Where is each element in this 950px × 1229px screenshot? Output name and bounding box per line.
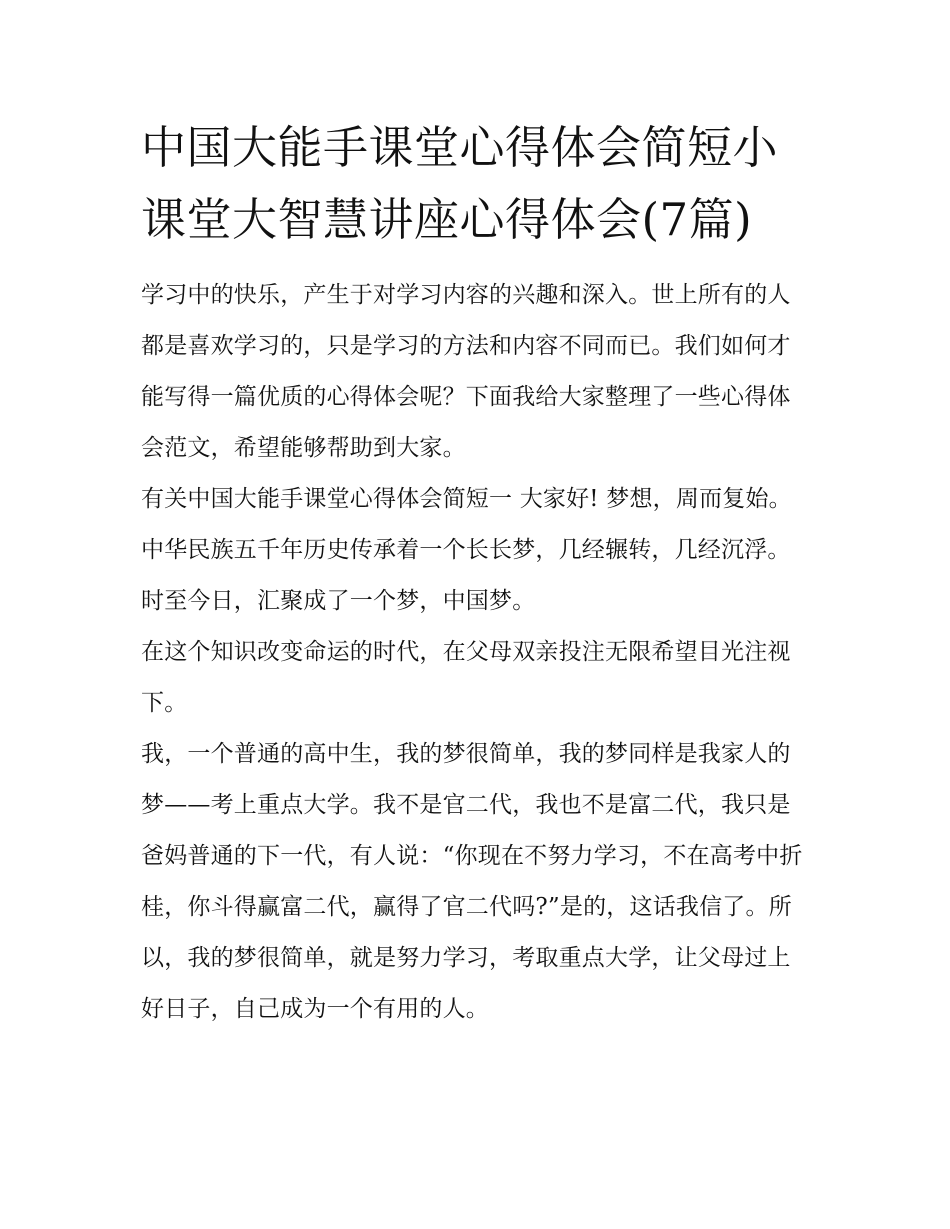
- document-content: [141, 112, 813, 1035]
- document-title: 中国大能手课堂心得体会简短小课堂大智慧讲座心得体会(7篇): [141, 121, 779, 246]
- paragraph-dream: 有关中国大能手课堂心得体会简短一 大家好! 梦想，周而复始。中华民族五千年历史传承着一个长长梦，几经辗转，几经沉浮。 时至今日，汇聚成了一个梦，中国梦。: [141, 486, 792, 614]
- paragraph-student: 我，一个普通的高中生，我的梦很简单，我的梦同样是我家人的梦——考上重点大学。我不是官二代，我也不是富二代，我只是爸妈普通的下一代，有人说：“你现在不努力学习，不在高考中折桂，你斗得赢富二代，赢得了官二代吗?”是的，这话我信了。所以，我的梦很简单，就是努力学习，考取重点大学，让父母过上好日子，自己成为一个有用的人。: [141, 741, 803, 1022]
- paragraph-era: 在这个知识改变命运的时代，在父母双亲投注无限希望目光注视下。: [141, 639, 791, 716]
- paragraph-intro: 学习中的快乐，产生于对学习内容的兴趣和深入。世上所有的人都是喜欢学习的，只是学习的方法和内容不同而已。我们如何才能写得一篇优质的心得体会呢？下面我给大家整理了一些心得体会范文，希望能够帮助到大家。: [141, 282, 791, 461]
